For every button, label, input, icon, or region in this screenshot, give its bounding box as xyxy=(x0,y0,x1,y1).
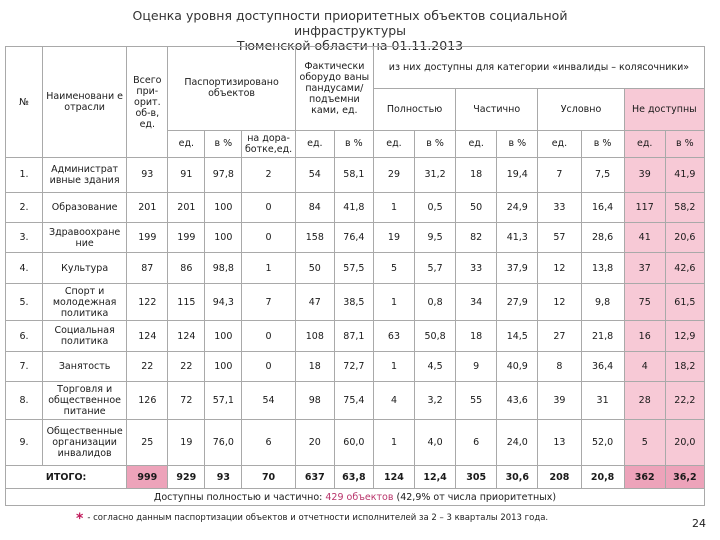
header-name: Наименовани е отрасли xyxy=(42,47,126,158)
header-equipped: Фактически оборудо ваны пандусами/ подъемни ками, ед. xyxy=(295,47,373,131)
header-rework: на дора-ботке,ед. xyxy=(242,130,295,157)
cell-num: 2. xyxy=(6,192,43,222)
cell-name: Культура xyxy=(42,253,126,283)
cell-e-pct: 87,1 xyxy=(334,321,373,351)
cell-p-u: 72 xyxy=(168,382,205,420)
cell-p-pct: 98,8 xyxy=(205,253,242,283)
header-percent: в % xyxy=(497,130,538,157)
cell-p-pct: 100 xyxy=(205,192,242,222)
cell-num: 9. xyxy=(6,419,43,465)
cell-n-u: 5 xyxy=(624,419,665,465)
cell-c-u: 33 xyxy=(538,192,581,222)
cell-num: 6. xyxy=(6,321,43,351)
cell-p-pct: 100 xyxy=(205,223,242,253)
header-percent: в % xyxy=(581,130,624,157)
table-row xyxy=(6,192,705,222)
cell-pa-u: 6 xyxy=(456,419,497,465)
cell-rework: 1 xyxy=(242,253,295,283)
cell-pa-pct: 37,9 xyxy=(497,253,538,283)
cell-rework: 0 xyxy=(242,351,295,381)
table-row xyxy=(6,158,705,193)
header-percent: в % xyxy=(334,130,373,157)
cell-total: 93 xyxy=(127,158,168,193)
cell-f-pct: 0,8 xyxy=(415,283,456,321)
cell-c-pct: 9,8 xyxy=(581,283,624,321)
title-line-2: Тюменской области на 01.11.2013 xyxy=(236,38,464,53)
cell-c-u: 57 xyxy=(538,223,581,253)
cell-n-u: 4 xyxy=(624,351,665,381)
cell-c-pct: 13,8 xyxy=(581,253,624,283)
cell-n-pct: 20,0 xyxy=(665,419,704,465)
cell-p-u: 115 xyxy=(168,283,205,321)
cell-c-pct: 52,0 xyxy=(581,419,624,465)
cell-p-u: 201 xyxy=(168,192,205,222)
cell-rework: 54 xyxy=(242,382,295,420)
cell-e-u: 158 xyxy=(295,223,334,253)
total-pa-u: 305 xyxy=(456,466,497,489)
header-units: ед. xyxy=(168,130,205,157)
summary-text xyxy=(6,489,705,506)
cell-n-u: 16 xyxy=(624,321,665,351)
total-rework: 70 xyxy=(242,466,295,489)
cell-e-pct: 72,7 xyxy=(334,351,373,381)
header-percent: в % xyxy=(665,130,704,157)
cell-f-u: 1 xyxy=(373,192,414,222)
cell-c-u: 13 xyxy=(538,419,581,465)
header-units: ед. xyxy=(295,130,334,157)
cell-c-pct: 7,5 xyxy=(581,158,624,193)
cell-e-u: 47 xyxy=(295,283,334,321)
cell-pa-u: 82 xyxy=(456,223,497,253)
cell-pa-pct: 41,3 xyxy=(497,223,538,253)
cell-f-pct: 3,2 xyxy=(415,382,456,420)
table-row xyxy=(6,253,705,283)
cell-rework: 6 xyxy=(242,419,295,465)
footnote-text: - согласно данным паспортизации объектов и отчетности исполнителей за 2 – 3 кварталы 2013 года. xyxy=(87,513,549,523)
cell-n-pct: 42,6 xyxy=(665,253,704,283)
cell-name: Администрат ивные здания xyxy=(42,158,126,193)
cell-p-u: 124 xyxy=(168,321,205,351)
total-f-pct: 12,4 xyxy=(415,466,456,489)
cell-n-pct: 58,2 xyxy=(665,192,704,222)
cell-p-u: 91 xyxy=(168,158,205,193)
cell-p-pct: 94,3 xyxy=(205,283,242,321)
cell-pa-u: 50 xyxy=(456,192,497,222)
cell-pa-u: 55 xyxy=(456,382,497,420)
cell-e-u: 54 xyxy=(295,158,334,193)
header-passport: Паспортизировано объектов xyxy=(168,47,295,131)
cell-p-u: 19 xyxy=(168,419,205,465)
cell-total: 201 xyxy=(127,192,168,222)
cell-n-u: 75 xyxy=(624,283,665,321)
cell-p-u: 86 xyxy=(168,253,205,283)
cell-total: 87 xyxy=(127,253,168,283)
cell-n-u: 37 xyxy=(624,253,665,283)
cell-f-u: 4 xyxy=(373,382,414,420)
cell-n-u: 117 xyxy=(624,192,665,222)
cell-p-pct: 57,1 xyxy=(205,382,242,420)
total-p-u: 929 xyxy=(168,466,205,489)
cell-p-pct: 97,8 xyxy=(205,158,242,193)
cell-total: 199 xyxy=(127,223,168,253)
cell-num: 8. xyxy=(6,382,43,420)
footnote xyxy=(76,511,548,527)
cell-num: 1. xyxy=(6,158,43,193)
cell-c-u: 8 xyxy=(538,351,581,381)
table-row xyxy=(6,283,705,321)
cell-total: 122 xyxy=(127,283,168,321)
footnote-star: * xyxy=(76,511,84,527)
cell-name: Образование xyxy=(42,192,126,222)
total-total: 999 xyxy=(127,466,168,489)
cell-p-pct: 76,0 xyxy=(205,419,242,465)
cell-c-pct: 28,6 xyxy=(581,223,624,253)
cell-rework: 0 xyxy=(242,223,295,253)
cell-e-pct: 38,5 xyxy=(334,283,373,321)
cell-rework: 7 xyxy=(242,283,295,321)
cell-f-pct: 4,5 xyxy=(415,351,456,381)
cell-pa-u: 9 xyxy=(456,351,497,381)
cell-f-u: 1 xyxy=(373,419,414,465)
summary-suffix: (42,9% от числа приоритетных) xyxy=(396,491,557,503)
cell-f-u: 63 xyxy=(373,321,414,351)
accessibility-table xyxy=(5,46,705,506)
header-percent: в % xyxy=(415,130,456,157)
cell-p-u: 22 xyxy=(168,351,205,381)
cell-f-u: 1 xyxy=(373,283,414,321)
cell-p-pct: 100 xyxy=(205,321,242,351)
summary-row xyxy=(6,489,705,506)
cell-pa-pct: 14,5 xyxy=(497,321,538,351)
cell-f-pct: 4,0 xyxy=(415,419,456,465)
cell-name: Спорт и молодежная политика xyxy=(42,283,126,321)
cell-n-pct: 12,9 xyxy=(665,321,704,351)
cell-pa-pct: 24,0 xyxy=(497,419,538,465)
cell-c-pct: 16,4 xyxy=(581,192,624,222)
cell-pa-pct: 43,6 xyxy=(497,382,538,420)
cell-total: 126 xyxy=(127,382,168,420)
cell-name: Занятость xyxy=(42,351,126,381)
cell-num: 4. xyxy=(6,253,43,283)
header-partial: Частично xyxy=(456,88,538,130)
cell-pa-u: 18 xyxy=(456,158,497,193)
totals-row xyxy=(6,466,705,489)
cell-f-u: 5 xyxy=(373,253,414,283)
cell-n-pct: 18,2 xyxy=(665,351,704,381)
total-p-pct: 93 xyxy=(205,466,242,489)
cell-rework: 0 xyxy=(242,321,295,351)
cell-e-u: 98 xyxy=(295,382,334,420)
header-units: ед. xyxy=(373,130,414,157)
cell-c-u: 12 xyxy=(538,253,581,283)
total-c-u: 208 xyxy=(538,466,581,489)
header-percent: в % xyxy=(205,130,242,157)
cell-f-pct: 9,5 xyxy=(415,223,456,253)
cell-c-pct: 21,8 xyxy=(581,321,624,351)
cell-rework: 2 xyxy=(242,158,295,193)
cell-e-u: 20 xyxy=(295,419,334,465)
cell-n-pct: 41,9 xyxy=(665,158,704,193)
cell-name: Социальная политика xyxy=(42,321,126,351)
cell-pa-u: 33 xyxy=(456,253,497,283)
cell-pa-pct: 27,9 xyxy=(497,283,538,321)
cell-total: 22 xyxy=(127,351,168,381)
cell-c-u: 39 xyxy=(538,382,581,420)
cell-n-u: 28 xyxy=(624,382,665,420)
cell-p-pct: 100 xyxy=(205,351,242,381)
cell-n-u: 41 xyxy=(624,223,665,253)
cell-e-pct: 60,0 xyxy=(334,419,373,465)
total-e-pct: 63,8 xyxy=(334,466,373,489)
cell-total: 25 xyxy=(127,419,168,465)
cell-e-pct: 76,4 xyxy=(334,223,373,253)
header-row-1 xyxy=(6,47,705,89)
cell-name: Торговля и общественное питание xyxy=(42,382,126,420)
cell-f-u: 29 xyxy=(373,158,414,193)
total-n-pct: 36,2 xyxy=(665,466,704,489)
table-row xyxy=(6,351,705,381)
cell-f-u: 1 xyxy=(373,351,414,381)
cell-pa-pct: 19,4 xyxy=(497,158,538,193)
header-not-accessible: Не доступны xyxy=(624,88,704,130)
cell-name: Здравоохране ние xyxy=(42,223,126,253)
cell-total: 124 xyxy=(127,321,168,351)
cell-num: 5. xyxy=(6,283,43,321)
cell-pa-u: 34 xyxy=(456,283,497,321)
header-full: Полностью xyxy=(373,88,455,130)
total-e-u: 637 xyxy=(295,466,334,489)
cell-n-u: 39 xyxy=(624,158,665,193)
cell-c-u: 27 xyxy=(538,321,581,351)
page-number: 24 xyxy=(692,517,706,530)
summary-count: 429 объектов xyxy=(325,491,394,503)
cell-f-u: 19 xyxy=(373,223,414,253)
cell-n-pct: 61,5 xyxy=(665,283,704,321)
cell-num: 7. xyxy=(6,351,43,381)
cell-num: 3. xyxy=(6,223,43,253)
cell-e-u: 50 xyxy=(295,253,334,283)
cell-e-pct: 75,4 xyxy=(334,382,373,420)
cell-pa-pct: 24,9 xyxy=(497,192,538,222)
cell-f-pct: 5,7 xyxy=(415,253,456,283)
cell-rework: 0 xyxy=(242,192,295,222)
cell-e-u: 18 xyxy=(295,351,334,381)
cell-f-pct: 31,2 xyxy=(415,158,456,193)
header-total: Всего при-орит. об-в, ед. xyxy=(127,47,168,158)
cell-c-pct: 36,4 xyxy=(581,351,624,381)
summary-prefix: Доступны полностью и частично: xyxy=(153,491,323,503)
total-n-u: 362 xyxy=(624,466,665,489)
header-num: № xyxy=(6,47,43,158)
total-label: ИТОГО: xyxy=(6,466,127,489)
cell-e-pct: 58,1 xyxy=(334,158,373,193)
title-line-1: Оценка уровня доступности приоритетных объектов социальной инфраструктуры xyxy=(132,8,568,38)
total-pa-pct: 30,6 xyxy=(497,466,538,489)
cell-n-pct: 22,2 xyxy=(665,382,704,420)
table-row xyxy=(6,321,705,351)
cell-pa-u: 18 xyxy=(456,321,497,351)
cell-e-pct: 57,5 xyxy=(334,253,373,283)
table-row xyxy=(6,419,705,465)
cell-f-pct: 0,5 xyxy=(415,192,456,222)
cell-c-pct: 31 xyxy=(581,382,624,420)
cell-pa-pct: 40,9 xyxy=(497,351,538,381)
cell-p-u: 199 xyxy=(168,223,205,253)
cell-e-u: 84 xyxy=(295,192,334,222)
total-c-pct: 20,8 xyxy=(581,466,624,489)
cell-e-pct: 41,8 xyxy=(334,192,373,222)
total-f-u: 124 xyxy=(373,466,414,489)
cell-name: Общественные организации инвалидов xyxy=(42,419,126,465)
header-units: ед. xyxy=(624,130,665,157)
header-accessible: из них доступны для категории «инвалиды – колясочники» xyxy=(373,47,704,89)
header-units: ед. xyxy=(456,130,497,157)
table-row xyxy=(6,223,705,253)
cell-c-u: 7 xyxy=(538,158,581,193)
table-row xyxy=(6,382,705,420)
header-units: ед. xyxy=(538,130,581,157)
cell-e-u: 108 xyxy=(295,321,334,351)
cell-c-u: 12 xyxy=(538,283,581,321)
cell-n-pct: 20,6 xyxy=(665,223,704,253)
cell-f-pct: 50,8 xyxy=(415,321,456,351)
header-conditional: Условно xyxy=(538,88,624,130)
